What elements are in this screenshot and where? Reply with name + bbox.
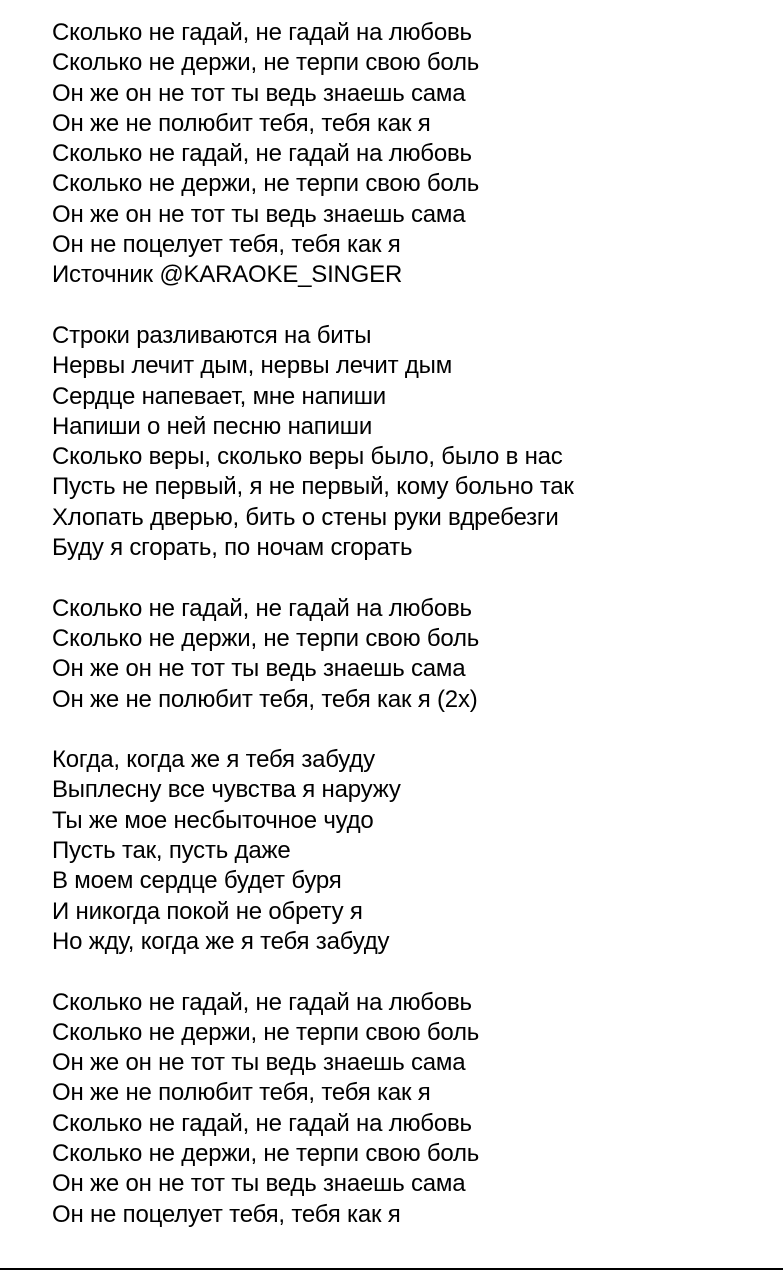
source-credit: Источник @KARAOKE_SINGER bbox=[52, 261, 403, 289]
lyric-line: И никогда покой не обрету я bbox=[52, 897, 363, 925]
lyric-line: Сколько не держи, не терпи свою боль bbox=[52, 1139, 480, 1167]
lyric-line: Пусть так, пусть даже bbox=[52, 837, 291, 865]
lyric-line: Он же он не тот ты ведь знаешь сама bbox=[52, 200, 466, 228]
lyric-line: Сколько не гадай, не гадай на любовь bbox=[52, 1109, 472, 1137]
lyric-line: Сколько не держи, не терпи свою боль bbox=[52, 624, 480, 652]
lyric-line: Выплесну все чувства я наружу bbox=[52, 776, 401, 804]
lyrics-text bbox=[52, 18, 772, 1260]
lyric-line: Он не поцелует тебя, тебя как я bbox=[52, 231, 401, 259]
lyric-line: Ты же мое несбыточное чудо bbox=[52, 806, 374, 834]
lyric-line: Сколько не гадай, не гадай на любовь bbox=[52, 19, 472, 46]
lyric-line: Хлопать дверью, бить о стены руки вдребезги bbox=[52, 503, 559, 531]
stanza-4 bbox=[52, 745, 772, 957]
lyric-line: Он же он не тот ты ведь знаешь сама bbox=[52, 79, 466, 107]
lyric-line: Он же не полюбит тебя, тебя как я (2х) bbox=[52, 685, 478, 713]
lyric-line: Сколько не держи, не терпи свою боль bbox=[52, 170, 480, 198]
lyric-line: Сколько не гадай, не гадай на любовь bbox=[52, 594, 472, 622]
lyric-line: Сколько веры, сколько веры было, было в нас bbox=[52, 443, 563, 471]
lyric-line: Он не поцелует тебя, тебя как я bbox=[52, 1200, 401, 1228]
stanza-3 bbox=[52, 594, 772, 715]
lyric-line: Нервы лечит дым, нервы лечит дым bbox=[52, 352, 453, 380]
bottom-divider bbox=[0, 1268, 783, 1270]
stanza-2 bbox=[52, 321, 772, 563]
lyric-line: Пусть не первый, я не первый, кому больно так bbox=[52, 473, 574, 501]
lyric-line: Но жду, когда же я тебя забуду bbox=[52, 927, 390, 955]
lyric-line: Сердце напевает, мне напиши bbox=[52, 382, 386, 410]
lyric-line: Напиши о ней песню напиши bbox=[52, 412, 373, 440]
lyric-line: Строки разливаются на биты bbox=[52, 321, 372, 349]
lyric-line: Сколько не гадай, не гадай на любовь bbox=[52, 988, 472, 1016]
lyric-line: Сколько не держи, не терпи свою боль bbox=[52, 49, 480, 77]
lyric-line: В моем сердце будет буря bbox=[52, 867, 342, 895]
stanza-1 bbox=[52, 18, 772, 291]
lyric-line: Сколько не гадай, не гадай на любовь bbox=[52, 140, 472, 168]
lyric-line: Он же он не тот ты ведь знаешь сама bbox=[52, 655, 466, 683]
lyric-line: Он же не полюбит тебя, тебя как я bbox=[52, 109, 431, 137]
lyric-line: Он же он не тот ты ведь знаешь сама bbox=[52, 1049, 466, 1077]
lyric-line: Когда, когда же я тебя забуду bbox=[52, 746, 375, 774]
lyric-line: Буду я сгорать, по ночам сгорать bbox=[52, 534, 413, 562]
stanza-5 bbox=[52, 988, 772, 1230]
lyric-line: Сколько не держи, не терпи свою боль bbox=[52, 1018, 480, 1046]
lyric-line: Он же не полюбит тебя, тебя как я bbox=[52, 1079, 431, 1107]
lyric-line: Он же он не тот ты ведь знаешь сама bbox=[52, 1170, 466, 1198]
